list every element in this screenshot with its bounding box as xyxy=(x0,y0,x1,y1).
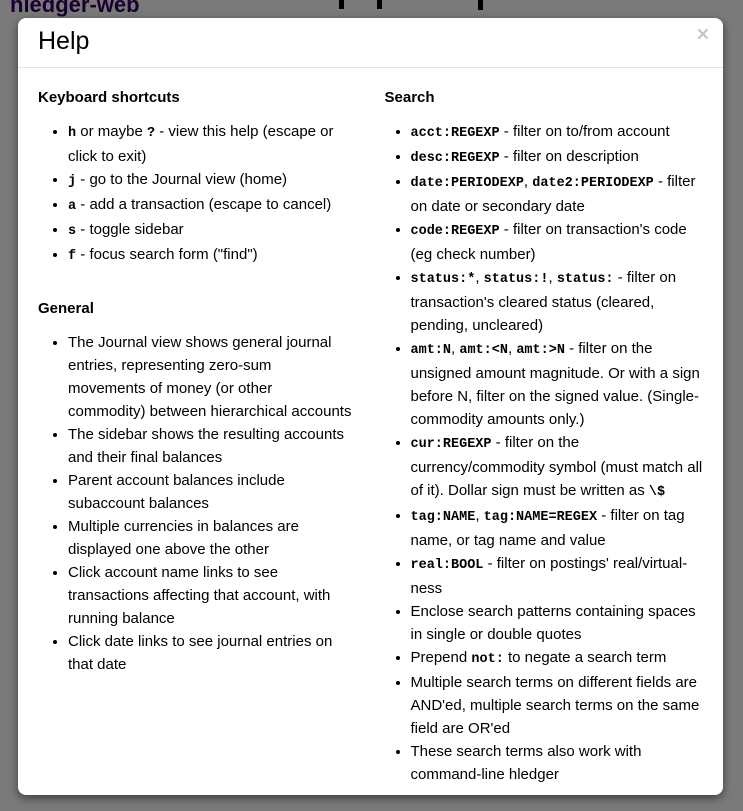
help-section xyxy=(385,89,704,786)
help-list-item: • s - toggle sidebar xyxy=(68,218,353,243)
code-term: status:* xyxy=(410,272,476,287)
code-term: date2:PERIODEXP xyxy=(532,176,654,191)
code-term: desc:REGEXP xyxy=(410,151,500,166)
code-term: code:REGEXP xyxy=(410,224,500,239)
help-list-item: • Multiple currencies in balances are displayed one above the other xyxy=(68,515,353,561)
code-term: status:! xyxy=(483,272,549,287)
modal-title: Help xyxy=(38,27,90,55)
code-term: amt:<N xyxy=(459,343,508,358)
help-column-right xyxy=(371,88,704,786)
help-list-item: • The Journal view shows general journal entries, representing zero-sum movements of money (or other commodity) between hierarchical accounts xyxy=(68,331,353,423)
help-list-item: • a - add a transaction (escape to cancel) xyxy=(68,193,353,218)
code-term: \$ xyxy=(648,485,666,500)
help-list xyxy=(38,120,353,268)
code-term: not: xyxy=(471,652,504,667)
help-list-item: • Prepend not: to negate a search term xyxy=(411,646,704,671)
help-list-item: • The sidebar shows the resulting accounts and their final balances xyxy=(68,423,353,469)
code-term: tag:NAME xyxy=(410,510,476,525)
help-column-left xyxy=(38,88,371,786)
code-term: j xyxy=(68,174,77,189)
help-list-item: • j - go to the Journal view (home) xyxy=(68,168,353,193)
help-list-item: • status:*, status:!, status: - filter on transaction's cleared status (cleared, pending, uncleared) xyxy=(411,266,704,337)
help-list-item: • desc:REGEXP - filter on description xyxy=(411,145,704,170)
help-list-item: • Parent account balances include subaccount balances xyxy=(68,469,353,515)
code-term: tag:NAME=REGEX xyxy=(483,510,598,525)
section-heading: General xyxy=(38,300,94,317)
code-term: h xyxy=(68,126,77,141)
modal-header xyxy=(18,18,723,68)
help-list-item: • real:BOOL - filter on postings' real/virtual-ness xyxy=(411,552,704,600)
code-term: status: xyxy=(556,272,614,287)
help-list xyxy=(38,331,353,676)
code-term: acct:REGEXP xyxy=(410,126,500,141)
code-term: a xyxy=(68,199,77,214)
code-term: s xyxy=(68,224,77,239)
code-term: real:BOOL xyxy=(410,558,484,573)
help-list-item: • Click date links to see journal entries on that date xyxy=(68,630,353,676)
code-term: ? xyxy=(146,126,156,141)
help-list-item: • Enclose search patterns containing spaces in single or double quotes xyxy=(411,600,704,646)
code-term: cur:REGEXP xyxy=(410,437,492,452)
help-list-item: • Click account name links to see transactions affecting that account, with running balance xyxy=(68,561,353,630)
help-list-item: • amt:N, amt:<N, amt:>N - filter on the unsigned amount magnitude. Or with a sign before N, filter on the signed value. (Single-commodity amounts only.) xyxy=(411,337,704,431)
modal-body xyxy=(18,68,723,795)
close-icon[interactable]: × xyxy=(696,23,709,46)
help-list-item: • cur:REGEXP - filter on the currency/commodity symbol (must match all of it). Dollar sign must be written as \$ xyxy=(411,431,704,504)
help-modal xyxy=(18,18,723,795)
section-heading: Keyboard shortcuts xyxy=(38,89,180,106)
help-list-item: • code:REGEXP - filter on transaction's code (eg check number) xyxy=(411,218,704,266)
code-term: amt:N xyxy=(410,343,452,358)
help-section xyxy=(38,300,353,676)
help-list xyxy=(385,120,704,786)
code-term: f xyxy=(68,249,77,264)
code-term: date:PERIODEXP xyxy=(410,176,524,191)
help-list-item: • Multiple search terms on different fields are AND'ed, multiple search terms on the same field are OR'ed xyxy=(411,671,704,740)
code-term: amt:>N xyxy=(516,343,565,358)
help-list-item: • f - focus search form ("find") xyxy=(68,243,353,268)
help-list-item: • tag:NAME, tag:NAME=REGEX - filter on tag name, or tag name and value xyxy=(411,504,704,552)
help-list-item: • acct:REGEXP - filter on to/from account xyxy=(411,120,704,145)
help-list-item: • date:PERIODEXP, date2:PERIODEXP - filter on date or secondary date xyxy=(411,170,704,218)
help-section xyxy=(38,89,353,268)
section-heading: Search xyxy=(384,89,435,106)
help-list-item: • h or maybe ? - view this help (escape or click to exit) xyxy=(68,120,353,168)
help-list-item: • These search terms also work with command-line hledger xyxy=(411,740,704,786)
